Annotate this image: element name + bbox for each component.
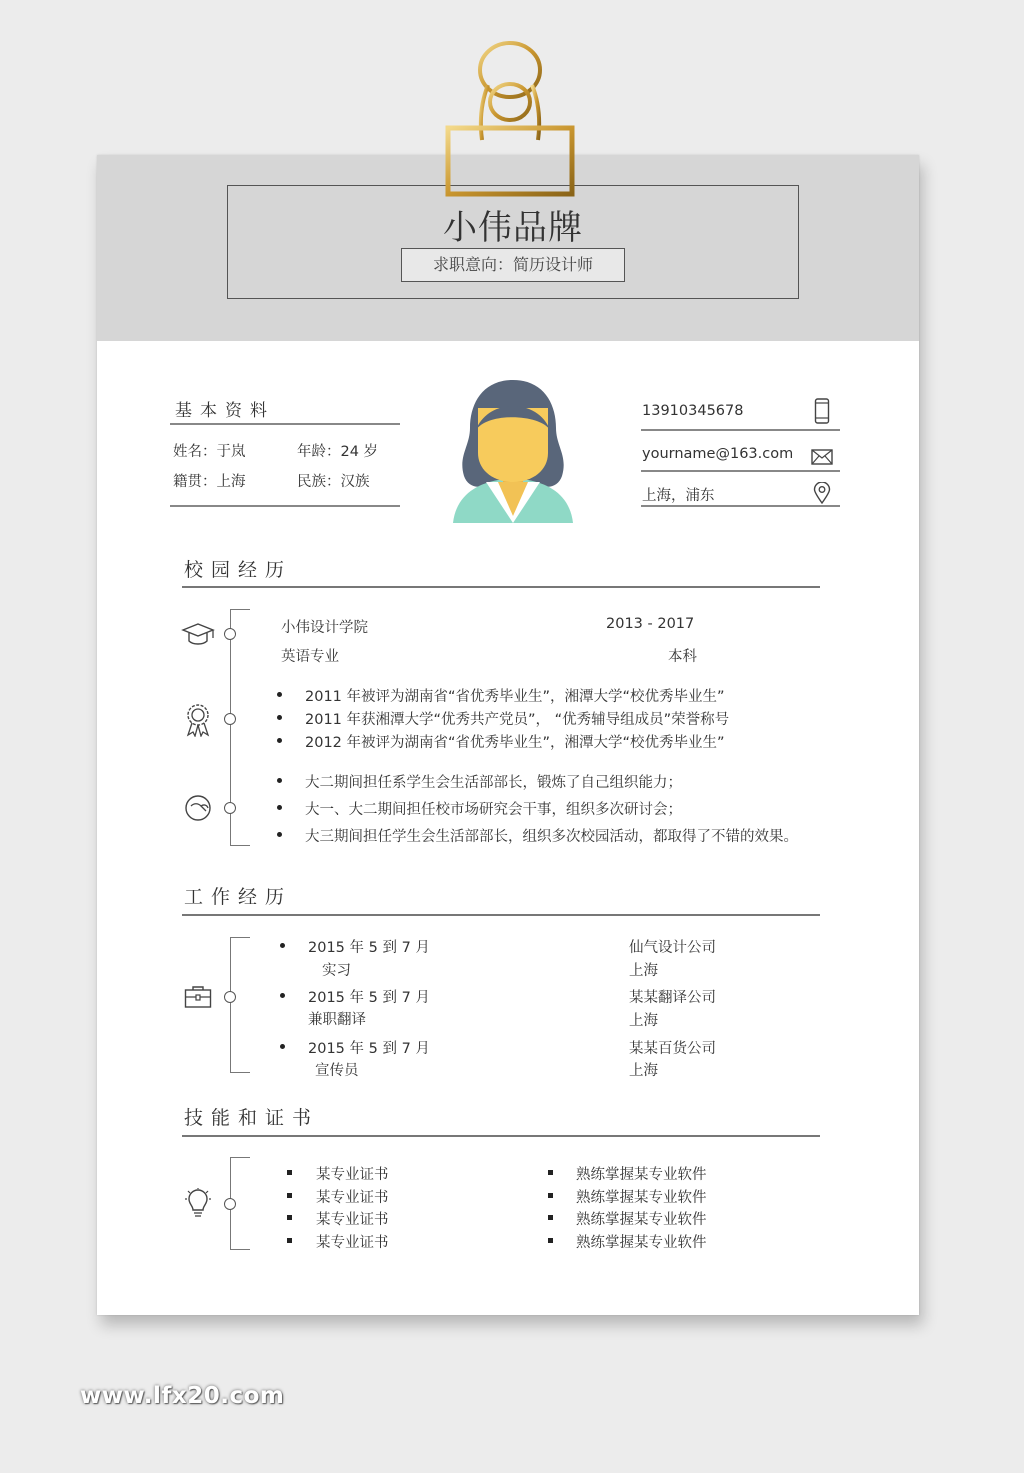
work-date: 2015 年 5 到 7 月: [308, 940, 430, 956]
avatar-icon: [448, 378, 578, 528]
work-role: 兼职翻译: [308, 1012, 366, 1028]
work-company: 某某翻译公司: [629, 990, 716, 1006]
activity-item: 大三期间担任学生会生活部部长，组织多次校园活动，都取得了不错的效果。: [305, 829, 798, 845]
school-years: 2013 - 2017: [606, 616, 695, 632]
timeline-node: [224, 802, 236, 814]
bullet: [277, 805, 282, 810]
work-city: 上海: [629, 963, 658, 979]
bullet: [548, 1170, 553, 1175]
award-icon: [184, 703, 212, 737]
basic-info-title: 基本资料: [175, 401, 275, 421]
timeline-node: [224, 628, 236, 640]
contact-divider-3: [641, 505, 840, 507]
info-hometown: 籍贯：上海: [173, 474, 246, 490]
location-icon: [813, 482, 831, 504]
work-company: 某某百货公司: [629, 1041, 716, 1057]
site-watermark: www.lfx20.com: [80, 1383, 285, 1409]
cert-item: 某专业证书: [316, 1235, 389, 1251]
cert-item: 某专业证书: [316, 1190, 389, 1206]
work-date: 2015 年 5 到 7 月: [308, 990, 430, 1006]
campus-divider: [182, 586, 820, 588]
bullet: [277, 715, 282, 720]
work-company: 仙气设计公司: [629, 940, 716, 956]
cert-item: 某专业证书: [316, 1167, 389, 1183]
contact-location: 上海，浦东: [642, 488, 715, 504]
school-major: 英语专业: [281, 649, 339, 665]
job-intent: 求职意向：简历设计师: [401, 248, 625, 282]
bullet: [287, 1193, 292, 1198]
cert-item: 某专业证书: [316, 1212, 389, 1228]
clip-icon: [440, 40, 580, 200]
bullet: [548, 1215, 553, 1220]
campus-title: 校园经历: [184, 559, 293, 581]
timeline-node: [224, 1198, 236, 1210]
activity-item: 大一、大二期间担任校市场研究会干事，组织多次研讨会；: [305, 802, 682, 818]
school-degree: 本科: [668, 649, 697, 665]
chat-icon: [184, 794, 214, 822]
bullet: [280, 1044, 285, 1049]
lightbulb-icon: [184, 1188, 212, 1220]
contact-divider-2: [641, 470, 840, 472]
bullet: [277, 692, 282, 697]
software-item: 熟练掌握某专业软件: [576, 1190, 707, 1206]
work-city: 上海: [629, 1063, 658, 1079]
contact-divider-1: [641, 429, 840, 431]
school-name: 小伟设计学院: [281, 620, 368, 636]
honor-item: 2012 年被评为湖南省“省优秀毕业生”，湘潭大学“校优秀毕业生”: [305, 735, 725, 751]
bullet: [277, 738, 282, 743]
timeline-node: [224, 991, 236, 1003]
work-city: 上海: [629, 1013, 658, 1029]
mail-icon: [811, 449, 833, 465]
bullet: [548, 1238, 553, 1243]
basic-info-divider: [170, 423, 400, 425]
work-role: 宣传员: [315, 1063, 359, 1079]
bullet: [287, 1170, 292, 1175]
activity-item: 大二期间担任系学生会生活部部长，锻炼了自己组织能力；: [305, 775, 682, 791]
info-age: 年龄：24 岁: [297, 444, 379, 460]
work-date: 2015 年 5 到 7 月: [308, 1041, 430, 1057]
resume-name: 小伟品牌: [443, 208, 583, 248]
phone-icon: [814, 398, 830, 424]
software-item: 熟练掌握某专业软件: [576, 1212, 707, 1228]
honor-item: 2011 年获湘潭大学“优秀共产党员”， “优秀辅导组成员”荣誉称号: [305, 712, 730, 728]
name-frame: [227, 185, 799, 299]
skills-divider: [182, 1135, 820, 1137]
skills-title: 技能和证书: [184, 1107, 320, 1129]
work-divider: [182, 914, 820, 916]
bullet: [287, 1215, 292, 1220]
bullet: [280, 993, 285, 998]
basic-info-bottom-divider: [170, 505, 400, 507]
bullet: [280, 943, 285, 948]
graduation-cap-icon: [181, 622, 215, 646]
software-item: 熟练掌握某专业软件: [576, 1167, 707, 1183]
bullet: [277, 832, 282, 837]
timeline-node: [224, 713, 236, 725]
work-timeline: [230, 937, 250, 1073]
info-name: 姓名：于岚: [173, 444, 246, 460]
briefcase-icon: [184, 985, 212, 1009]
bullet: [287, 1238, 292, 1243]
software-item: 熟练掌握某专业软件: [576, 1235, 707, 1251]
work-role: 实习: [322, 963, 351, 979]
work-title: 工作经历: [184, 886, 293, 908]
info-ethnicity: 民族：汉族: [297, 474, 370, 490]
contact-phone: 13910345678: [642, 403, 744, 419]
contact-email: yourname@163.com: [642, 446, 794, 462]
bullet: [277, 778, 282, 783]
bullet: [548, 1193, 553, 1198]
honor-item: 2011 年被评为湖南省“省优秀毕业生”，湘潭大学“校优秀毕业生”: [305, 689, 725, 705]
